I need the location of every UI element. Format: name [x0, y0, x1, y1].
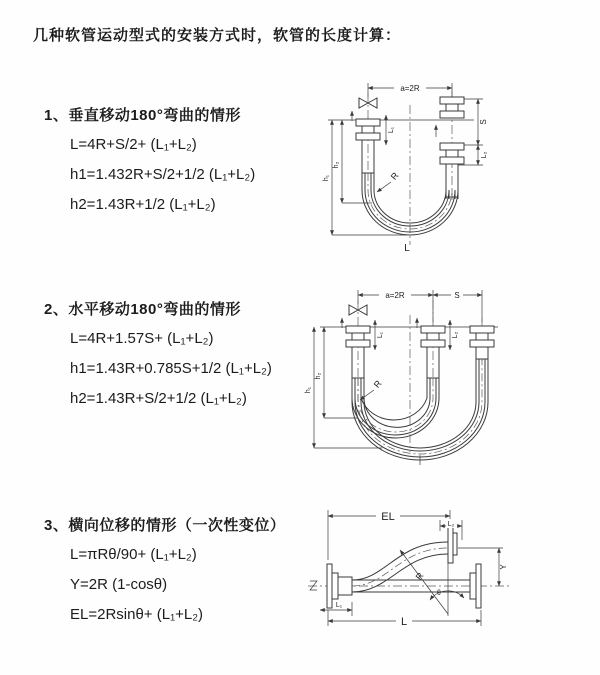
dim-label-theta: θ [437, 590, 441, 597]
page-title: 几种软管运动型式的安装方式时，软管的长度计算： [33, 27, 402, 44]
formula-line: EL=2Rsinθ+ (L₁+L₂) [70, 606, 204, 623]
formula-line: L=4R+1.57S+ (L₁+L₂) [70, 330, 214, 347]
dim-label-l: L [404, 243, 410, 254]
diagram-lateral-displacement [300, 498, 600, 673]
section-1-heading: 1、垂直移动180°弯曲的情形 [44, 107, 241, 124]
dim-label-el: EL [381, 511, 395, 523]
section-2-heading: 2、水平移动180°弯曲的情形 [44, 301, 241, 318]
formula-line: h1=1.43R+0.785S+1/2 (L₁+L₂) [70, 360, 272, 377]
dim-label-h1: h₁ [323, 174, 330, 182]
angle-theta-construction [400, 550, 464, 616]
middle-pipe [417, 300, 459, 380]
right-pipe [436, 91, 464, 200]
dimension-l2 [478, 145, 488, 165]
pipe-break-symbol [310, 581, 317, 590]
formula-line: Y=2R (1-cosθ) [70, 576, 168, 593]
formula-line: h1=1.432R+S/2+1/2 (L₁+L₂) [70, 166, 256, 183]
dim-label-a2r: a=2R [400, 84, 420, 93]
dim-label-s: S [479, 119, 488, 125]
dimension-el [328, 509, 450, 560]
dim-label-r: R [371, 378, 384, 390]
right-pipe [470, 318, 494, 362]
dim-label-h1: h₁ [305, 386, 312, 394]
radius-label [377, 170, 401, 192]
u-hose-curves [352, 359, 488, 460]
s-curve-hose [352, 542, 448, 592]
section-1 [44, 104, 255, 220]
dim-label-l1: L₁ [335, 602, 343, 609]
diagram-horizontal-180-bend [300, 280, 600, 470]
section-2 [44, 298, 272, 414]
dim-label-l: L [400, 616, 408, 628]
dim-label-l2: L₂ [447, 521, 455, 528]
dim-label-l2: L₂ [481, 151, 488, 159]
dim-label-r: R [388, 170, 401, 182]
formula-line: L=πRθ/90+ (L₁+L₂) [70, 546, 197, 563]
dimension-l1 [386, 115, 395, 145]
dimension-l1 [320, 602, 352, 616]
right-flange [470, 564, 481, 608]
dim-label-h2: h₂ [333, 161, 340, 169]
upper-flange [448, 525, 457, 563]
dim-label-r: R [413, 570, 426, 582]
formula-line: h2=1.43R+S/2+1/2 (L₁+L₂) [70, 390, 247, 407]
dimension-a2r [358, 289, 482, 322]
section-3 [44, 514, 285, 630]
section-3-heading: 3、横向位移的情形（一次性变位） [44, 517, 286, 534]
formula-line: h2=1.43R+1/2 (L₁+L₂) [70, 196, 216, 213]
diagram-vertical-180-bend [310, 75, 600, 255]
dim-label-l2: L₂ [452, 331, 459, 339]
dimension-l [328, 610, 481, 628]
dim-label-l1: L₁ [388, 126, 395, 134]
formula-line: L=4R+S/2+ (L₁+L₂) [70, 136, 197, 153]
dimension-s [433, 289, 482, 300]
dim-label-a2r: a=2R [385, 291, 405, 300]
dim-label-y: Y [499, 564, 508, 570]
dim-label-h2: h₂ [315, 372, 322, 380]
dim-label-s: S [454, 291, 460, 300]
dim-label-l1: L₁ [377, 331, 384, 339]
